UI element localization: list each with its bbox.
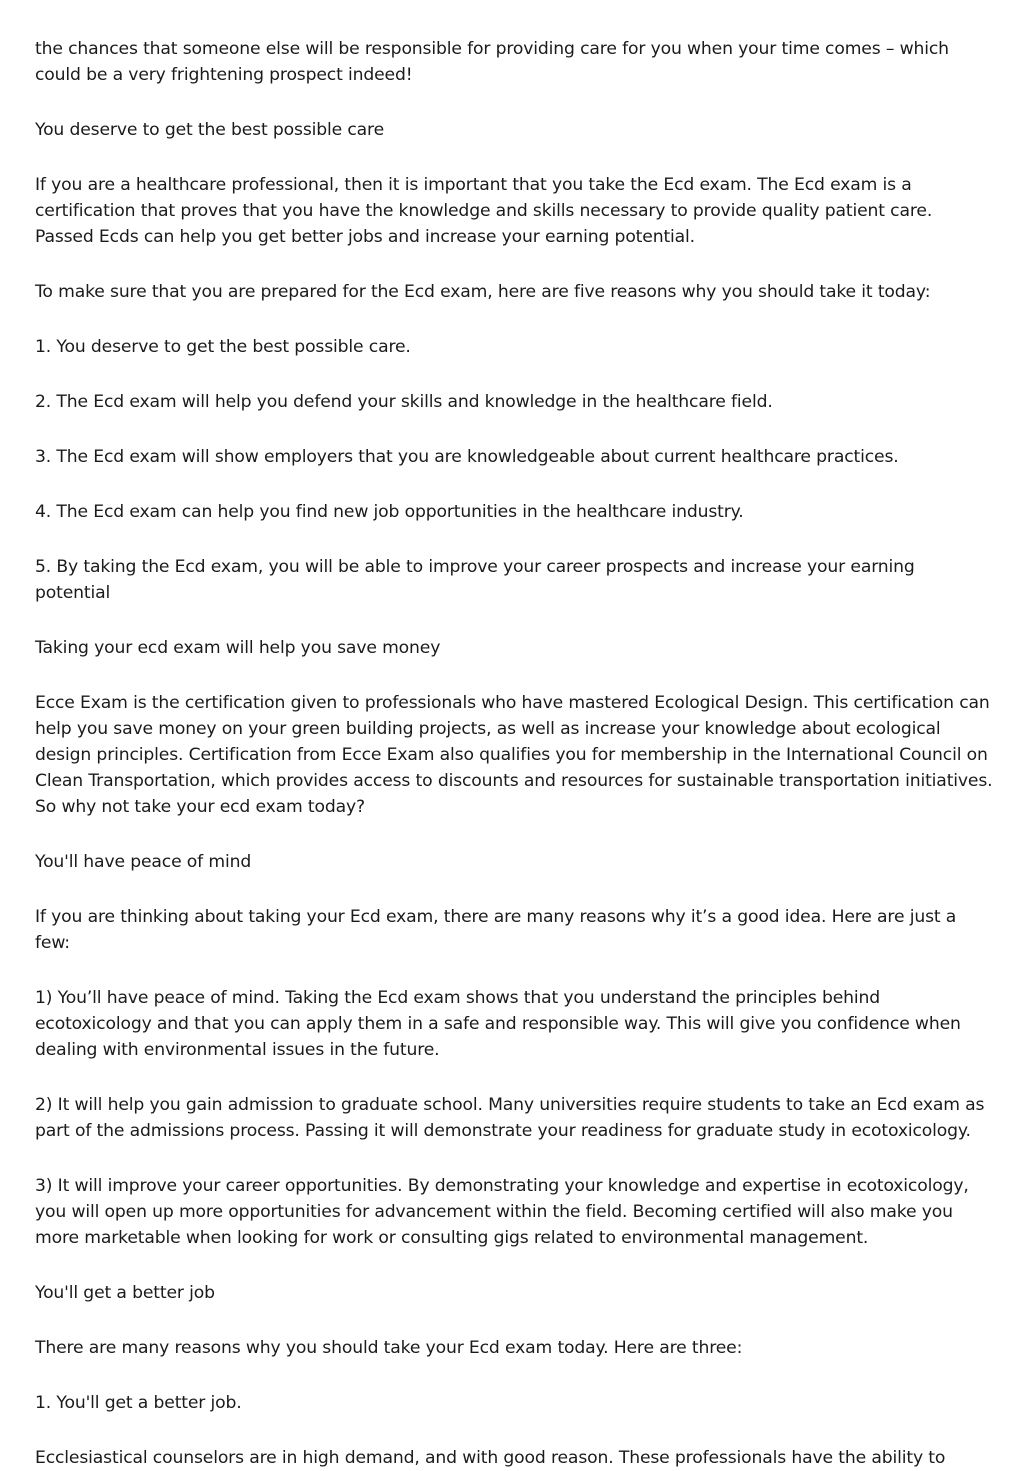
list-item-career-opportunities: 3) It will improve your career opportunities. By demonstrating your knowledge and expertise in ecotoxicology, you will open up more opportunities for advancement within the field. Becoming certified will also make you more marketable when looking for work or consulting gigs related to environmental management. <box>35 1176 969 1248</box>
section-heading-best-care: You deserve to get the best possible care <box>35 120 385 140</box>
list-item-peace-of-mind: 1) You’ll have peace of mind. Taking the Ecd exam shows that you understand the principles behind ecotoxicology and that you can apply them in a safe and responsible way. This will give you confidence when dealing with environmental issues in the future. <box>35 988 961 1060</box>
section-heading-peace-of-mind: You'll have peace of mind <box>35 852 252 872</box>
list-item-graduate-school: 2) It will help you gain admission to graduate school. Many universities require students to take an Ecd exam as part of the admissions process. Passing it will demonstrate your readiness for graduate study in ecotoxicology. <box>35 1095 985 1141</box>
section-heading-save-money: Taking your ecd exam will help you save money <box>35 638 441 658</box>
section-heading-better-job: You'll get a better job <box>35 1283 215 1303</box>
list-item-better-job: 1. You'll get a better job. <box>35 1393 242 1413</box>
list-item-reason-3: 3. The Ecd exam will show employers that you are knowledgeable about current healthcare practices. <box>35 447 899 467</box>
list-item-reason-2: 2. The Ecd exam will help you defend your skills and knowledge in the healthcare field. <box>35 392 773 412</box>
paragraph-intro-continuation: the chances that someone else will be responsible for providing care for you when your time comes – which could be a very frightening prospect indeed! <box>35 39 949 85</box>
paragraph-many-reasons: If you are thinking about taking your Ecd exam, there are many reasons why it’s a good idea. Here are just a few: <box>35 907 957 953</box>
paragraph-healthcare-professional: If you are a healthcare professional, then it is important that you take the Ecd exam. The Ecd exam is a certification that proves that you have the knowledge and skills necessary to provide quality patient care. Passed Ecds can help you get better jobs and increase your earning potential. <box>35 175 933 247</box>
list-item-reason-4: 4. The Ecd exam can help you find new job opportunities in the healthcare industry. <box>35 502 744 522</box>
article-body <box>35 36 995 1471</box>
paragraph-five-reasons-intro: To make sure that you are prepared for the Ecd exam, here are five reasons why you should take it today: <box>35 282 931 302</box>
paragraph-ecce-exam: Ecce Exam is the certification given to professionals who have mastered Ecological Design. This certification can help you save money on your green building projects, as well as increase your knowledge about ecological design principles. Certification from Ecce Exam also qualifies you for membership in the International Council on Clean Transportation, which provides access to discounts and resources for sustainable transportation initiatives. So why not take your ecd exam today? <box>35 693 993 817</box>
paragraph-ecclesiastical-counselors: Ecclesiastical counselors are in high demand, and with good reason. These professionals have the ability to <box>35 1448 946 1468</box>
list-item-reason-5: 5. By taking the Ecd exam, you will be able to improve your career prospects and increase your earning potential <box>35 557 915 603</box>
paragraph-three-reasons: There are many reasons why you should take your Ecd exam today. Here are three: <box>35 1338 743 1358</box>
list-item-reason-1: 1. You deserve to get the best possible care. <box>35 337 411 357</box>
